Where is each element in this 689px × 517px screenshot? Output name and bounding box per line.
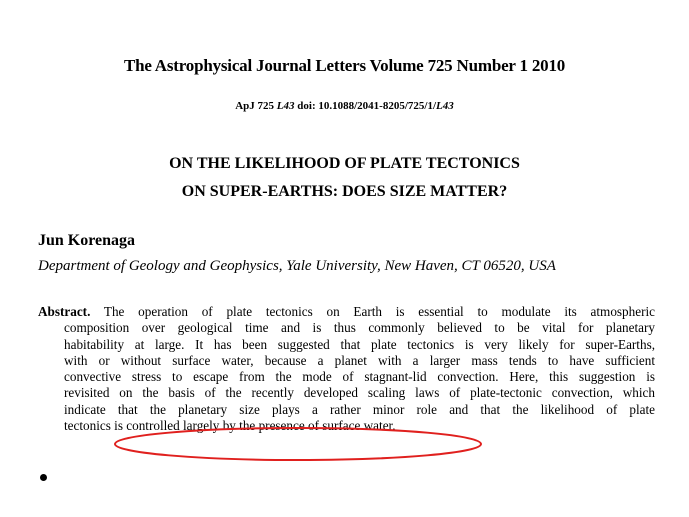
abstract-line: tectonics is controlled largely by the presence of surface water. — [64, 418, 396, 434]
bullet-point — [40, 474, 47, 481]
abstract-line: habitability at large. It has been suggested that plate tectonics is very likely for super-Earths, — [64, 336, 655, 352]
abstract-line: revisited on the basis of the recently developed scaling laws of plate-tectonic convection, which — [64, 385, 655, 401]
abstract-line: indicate that the planetary size plays a rather minor role and that the likelihood of plate — [64, 401, 655, 417]
doi-middle: doi: 10.1088/2041-8205/725/1/ — [294, 100, 437, 112]
abstract-line: convective stress to escape from the mode of stagnant-lid convection. Here, this suggestion is — [64, 369, 655, 385]
abstract — [38, 304, 655, 434]
doi-article-id: L43 — [276, 100, 295, 112]
abstract-label: Abstract. — [38, 304, 91, 319]
doi-line — [0, 100, 689, 112]
title-line-1: ON THE LIKELIHOOD OF PLATE TECTONICS — [169, 155, 520, 172]
abstract-line: composition over geological time and is thus commonly believed to be vital for planetary — [64, 320, 655, 336]
doi-suffix: L43 — [436, 100, 454, 112]
doi-prefix: ApJ 725 — [235, 100, 277, 112]
journal-citation: The Astrophysical Journal Letters Volume 725 Number 1 2010 — [123, 56, 566, 75]
abstract-line-text: The operation of plate tectonics on Earth is essential to modulate its atmospheric — [90, 304, 655, 319]
abstract-line — [38, 304, 655, 320]
paper-title — [0, 150, 689, 206]
author-name: Jun Korenaga — [38, 232, 136, 249]
title-line-2: ON SUPER-EARTHS: DOES SIZE MATTER? — [181, 183, 508, 200]
author-affiliation: Department of Geology and Geophysics, Yale University, New Haven, CT 06520, USA — [38, 258, 556, 274]
abstract-line: with or without surface water, because a planet with a larger mass tends to have sufficient — [64, 352, 655, 368]
